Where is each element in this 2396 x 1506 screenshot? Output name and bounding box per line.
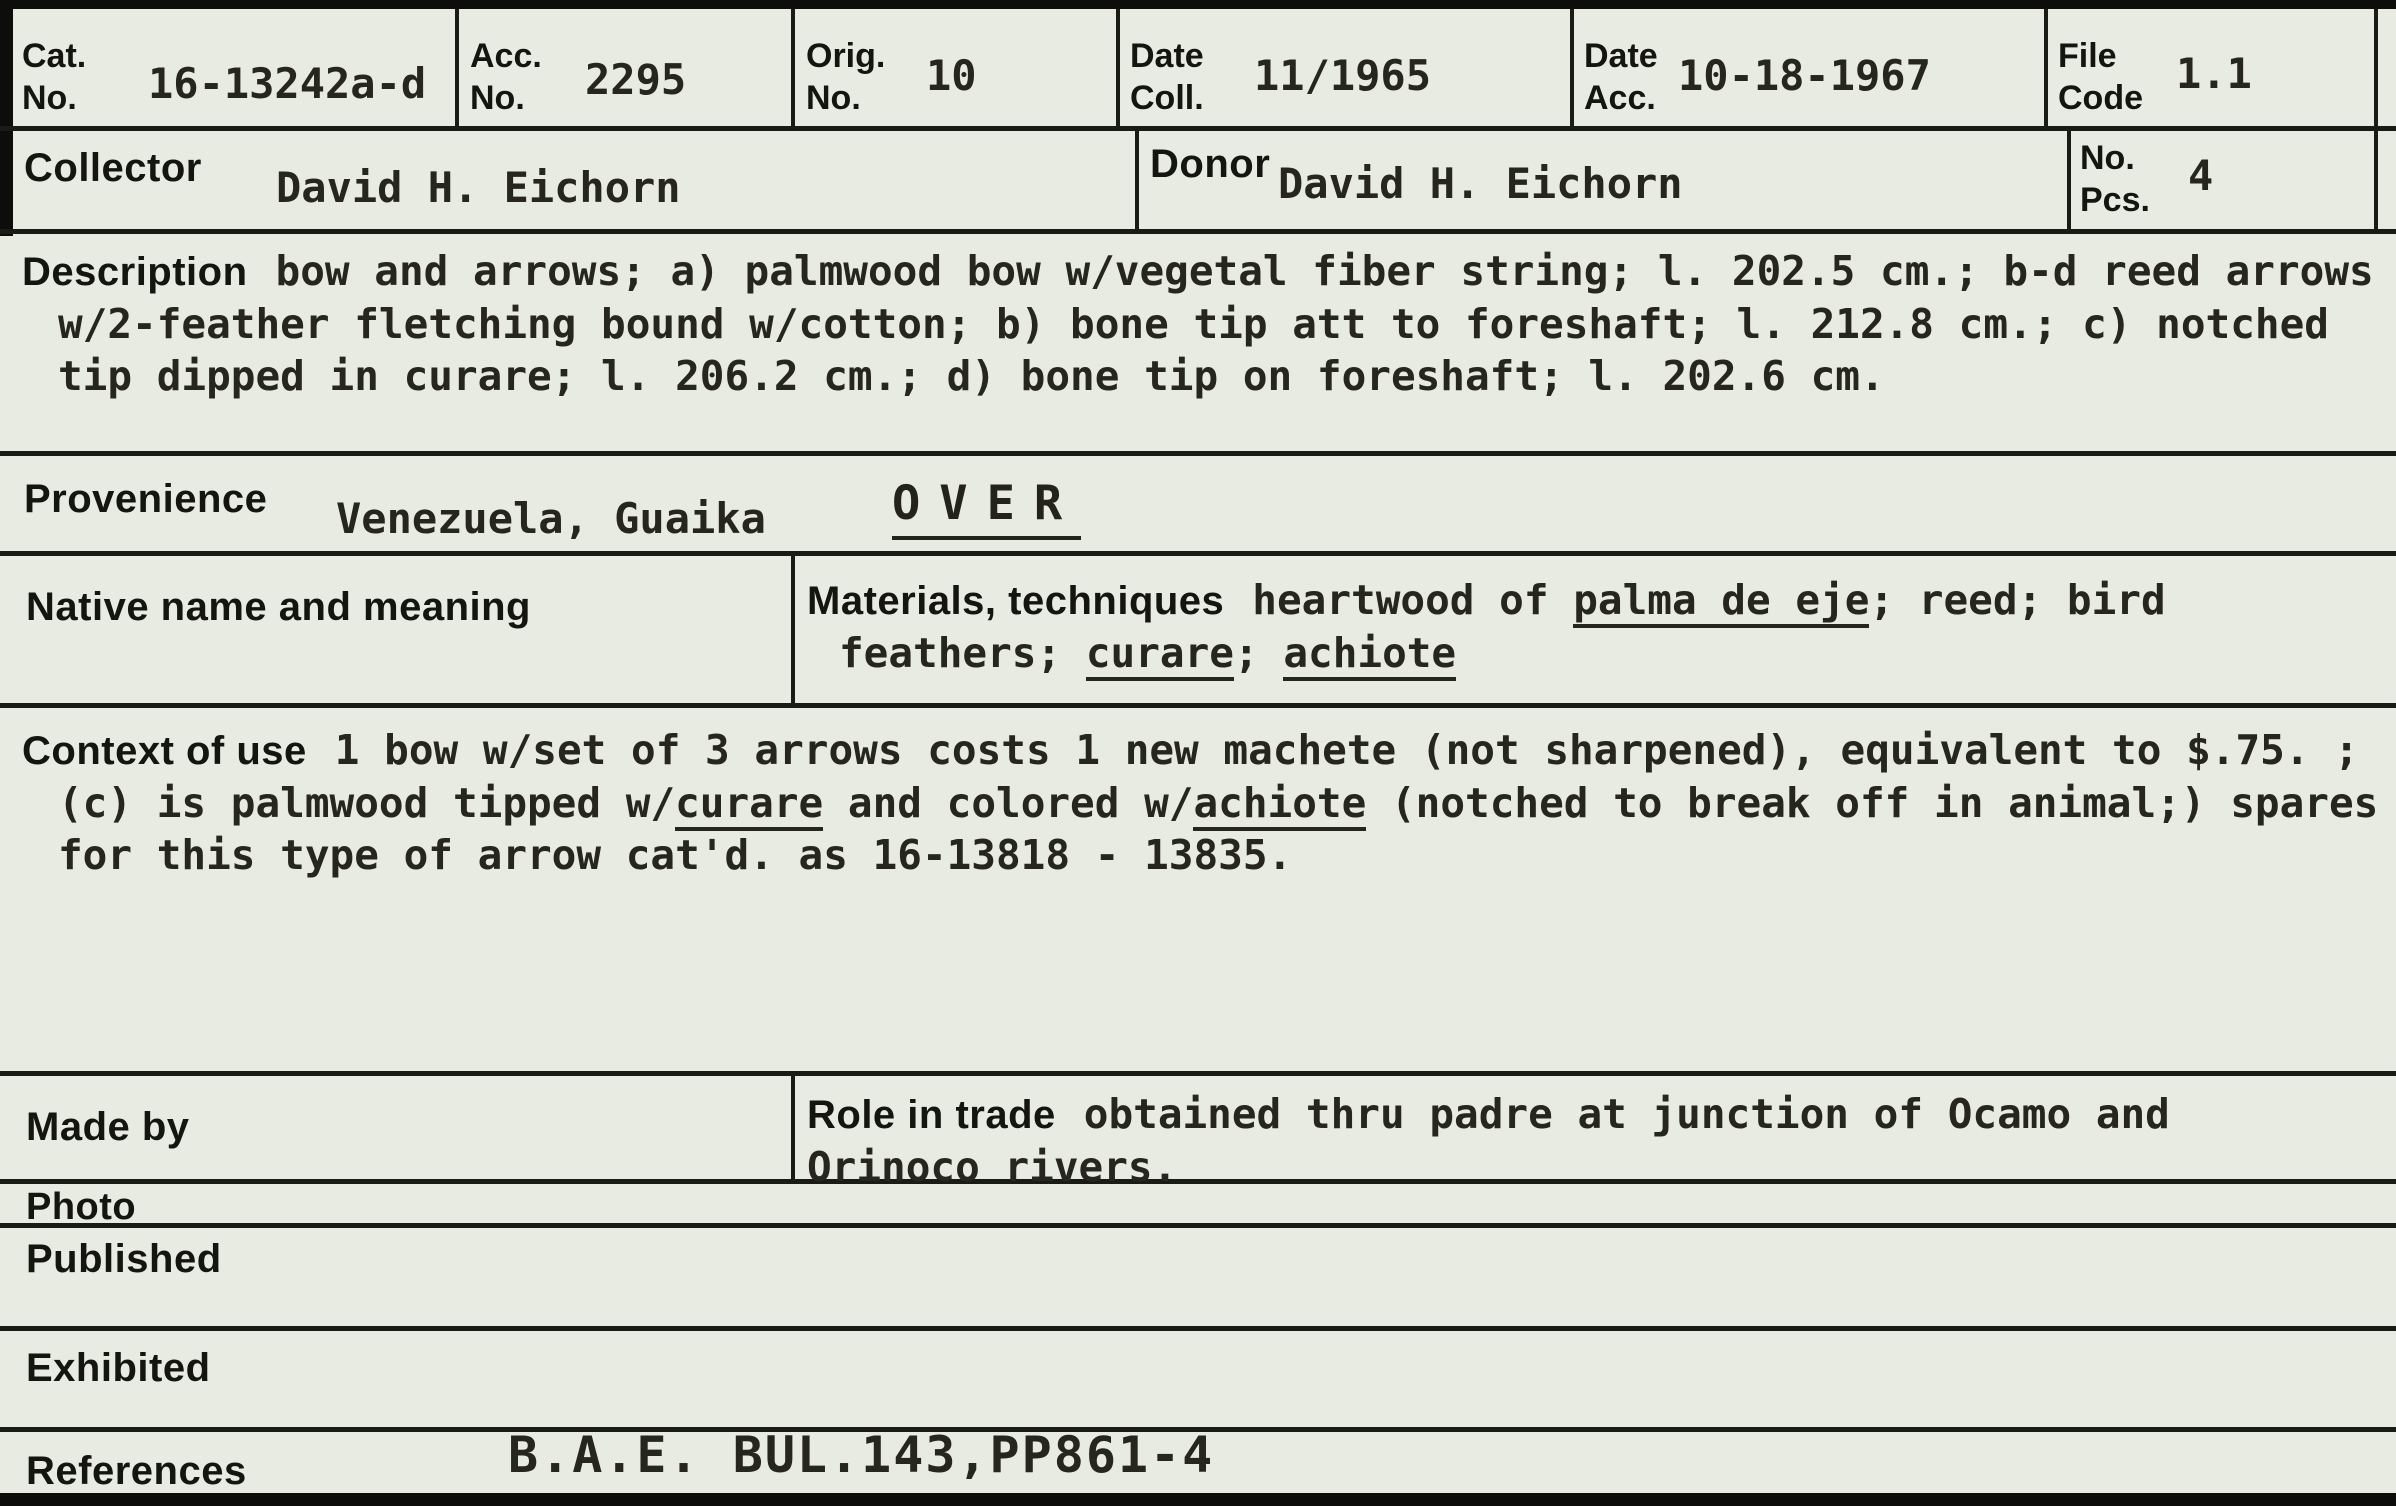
context-value: 1 bow w/set of 3 arrows costs 1 new machete (not sharpened), equivalent to $.75. ; (c) is palmwood tipped w/curare and colored w/achiote (notched to break off in animal;) spares for this type of arrow cat'd. as 16-13818 - 13835. [58,726,2379,879]
no-pcs-label: No. Pcs. [2080,139,2150,219]
column-divider [1570,9,1574,126]
published-section [0,1228,2396,1331]
exhibited-label: Exhibited [26,1346,211,1390]
file-code-label: File Code [2058,37,2143,117]
cat-no-value: 16-13242a-d [148,59,427,108]
cat-no-label: Cat. No. [22,37,87,117]
materials-value: heartwood of palma de eje; reed; bird feathers; curare; achiote [839,576,2166,681]
card-right-edge-line [2374,9,2378,126]
donor-label: Donor [1150,142,1271,186]
context-section [0,708,2396,1076]
description-text: Description bow and arrows; a) palmwood bow w/vegetal fiber string; l. 202.5 cm.; b-d reed arrows w/2-feather fletching bound w/cotton; b) bone tip att to foreshaft; l. 212.8 cm.; c) notched tip dipped in curare; l. 206.2 cm.; d) bone tip on foreshaft; l. 202.6 cm. [22,247,2374,400]
photo-section [0,1184,2396,1228]
column-divider [2067,131,2071,229]
date-acc-label: Date Acc. [1584,37,1658,117]
scan-edge-bottom [0,1493,2396,1506]
materials-label: Materials, techniques [807,579,1225,623]
references-section [0,1426,2396,1493]
native-materials-section [0,556,2396,708]
published-label: Published [26,1237,222,1281]
native-name-label: Native name and meaning [26,585,531,629]
exhibited-section [0,1331,2396,1432]
no-pcs-value: 4 [2188,151,2214,200]
card-right-edge-line [2374,131,2378,229]
provenience-label: Provenience [24,477,268,521]
column-divider [1135,131,1139,229]
references-value: B.A.E. BUL.143,PP861-4 [508,1426,1215,1484]
header-row-1 [0,9,2396,131]
role-in-trade-text: Role in trade obtained thru padre at junction of Ocamo and Orinoco rivers. [807,1090,2170,1191]
column-divider [455,9,459,126]
column-divider [791,9,795,126]
over-stamp: OVER [892,476,1081,540]
context-text [22,724,2380,881]
acc-no-label: Acc. No. [470,37,542,117]
header-row-2 [0,131,2396,234]
collector-value: David H. Eichorn [276,163,681,212]
provenience-section [0,456,2396,556]
collector-label: Collector [24,146,202,190]
date-acc-value: 10-18-1967 [1678,51,1931,100]
date-coll-value: 11/1965 [1254,51,1432,100]
context-label: Context of use [22,729,307,773]
description-label: Description [22,250,248,294]
column-divider [791,556,795,703]
madeby-role-section [0,1076,2396,1191]
made-by-label: Made by [26,1105,190,1149]
date-coll-label: Date Coll. [1130,37,1204,117]
file-code-value: 1.1 [2176,49,2252,98]
description-section [0,229,2396,456]
acc-no-value: 2295 [585,55,687,104]
role-in-trade-label: Role in trade [807,1093,1056,1137]
references-label: References [26,1449,247,1493]
orig-no-value: 10 [926,51,977,100]
column-divider [1116,9,1120,126]
donor-value: David H. Eichorn [1278,159,1683,208]
photo-label: Photo [26,1186,137,1228]
column-divider [791,1076,795,1179]
column-divider [2044,9,2048,126]
materials-text [807,574,2384,679]
orig-no-label: Orig. No. [806,37,886,117]
provenience-value: Venezuela, Guaika [336,494,766,543]
scan-edge-top [0,0,2396,9]
